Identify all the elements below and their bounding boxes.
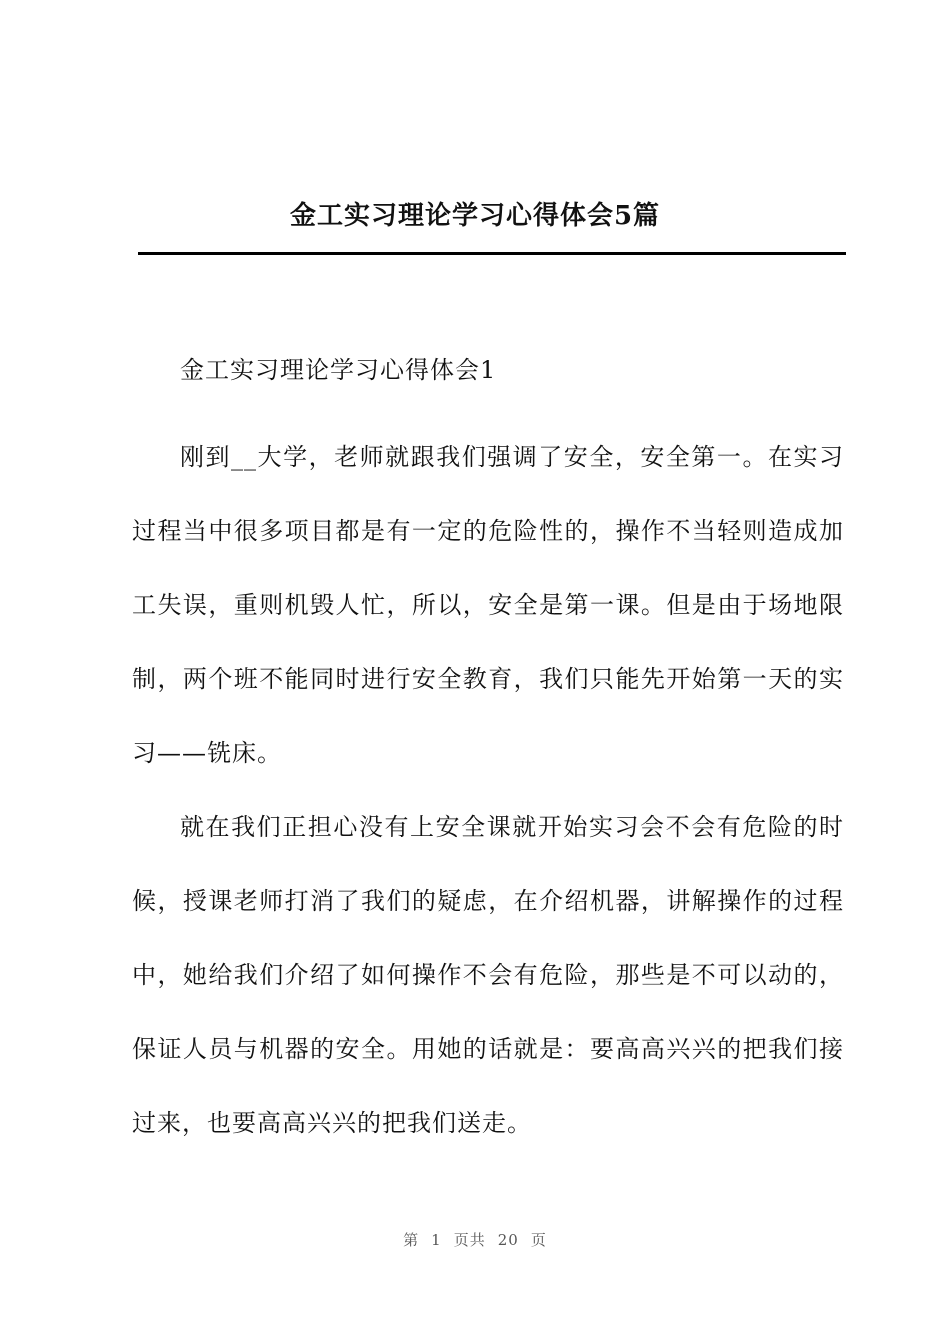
footer-prefix: 第 [403,1231,420,1249]
footer-mid: 页共 [453,1231,486,1249]
section-heading: 金工实习理论学习心得体会1 [180,356,497,384]
page-footer [0,1229,950,1250]
current-page-number: 1 [431,1231,442,1249]
paragraph: 刚到__大学，老师就跟我们强调了安全，安全第一。在实习过程当中很多项目都是有一定的危险性的，操作不当轻则造成加工失误，重则机毁人忙，所以，安全是第一课。但是由于场地限制，两个班不能同时进行安全教育，我们只能先开始第一天的实习——铣床。 [132,443,844,767]
total-pages: 20 [497,1231,519,1249]
paragraph: 就在我们正担心没有上安全课就开始实习会不会有危险的时候，授课老师打消了我们的疑虑，在介绍机器，讲解操作的过程中，她给我们介绍了如何操作不会有危险，那些是不可以动的，保证人员与机器的安全。用她的话就是：要高高兴兴的把我们接过来，也要高高兴兴的把我们送走。 [132,813,844,1137]
document-body [132,346,844,1160]
title-divider [138,252,846,255]
footer-suffix: 页 [530,1231,547,1249]
document-title: 金工实习理论学习心得体会5篇 [289,201,661,231]
